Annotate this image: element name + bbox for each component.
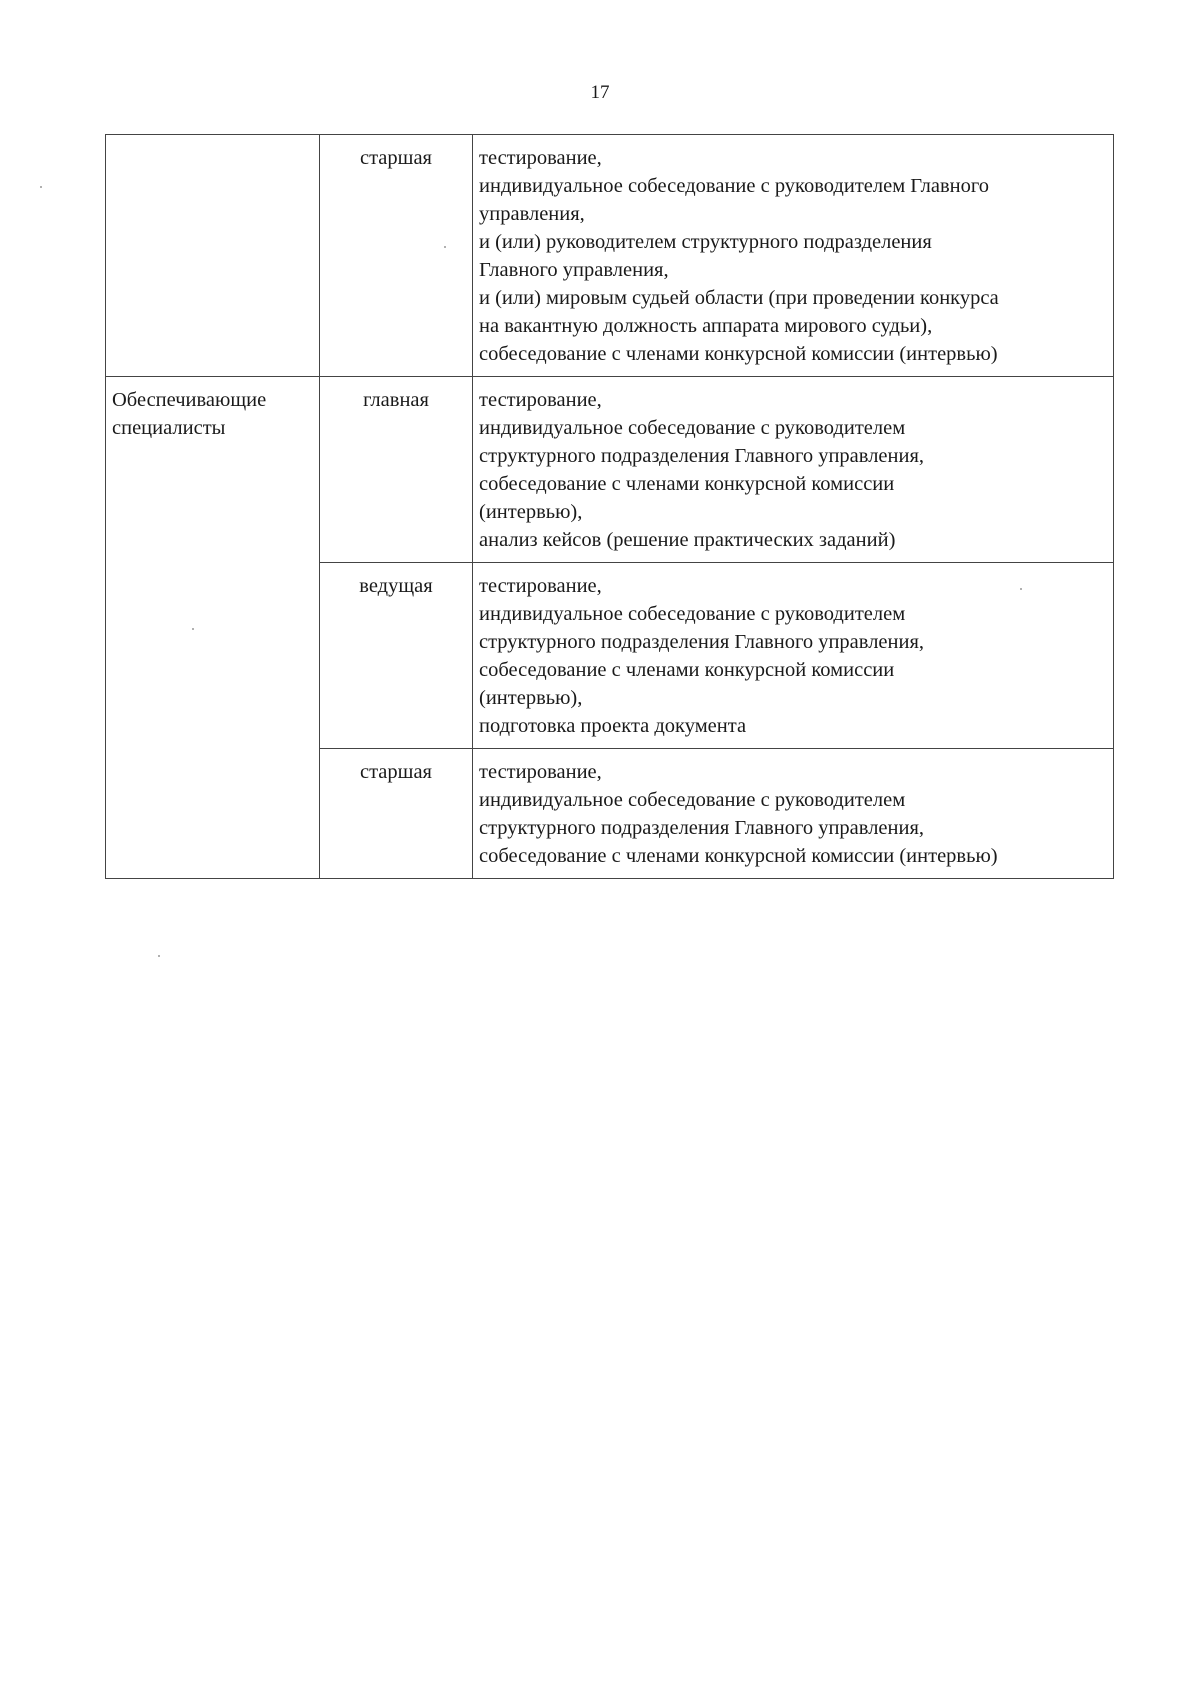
method-line: и (или) руководителем структурного подразделения — [479, 231, 932, 253]
method-line: управления, — [479, 203, 585, 225]
group-level-cell: главная — [320, 377, 473, 563]
method-line: (интервью), — [479, 501, 583, 523]
method-line: (интервью), — [479, 687, 583, 709]
method-line: тестирование, — [479, 761, 602, 783]
table-row — [106, 377, 1114, 563]
group-level-cell: ведущая — [320, 563, 473, 749]
method-line: индивидуальное собеседование с руководителем — [479, 789, 906, 811]
method-line: индивидуальное собеседование с руководителем — [479, 603, 906, 625]
method-line: индивидуальное собеседование с руководителем Главного — [479, 175, 989, 197]
method-line: структурного подразделения Главного управления, — [479, 631, 925, 653]
method-line: структурного подразделения Главного управления, — [479, 445, 925, 467]
method-line: тестирование, — [479, 147, 602, 169]
method-line: тестирование, — [479, 575, 602, 597]
method-line: собеседование с членами конкурсной комиссии (интервью) — [479, 343, 998, 365]
category-cell — [106, 135, 320, 377]
methods-cell — [473, 377, 1114, 563]
method-line: на вакантную должность аппарата мирового судьи), — [479, 315, 933, 337]
methods-cell — [473, 563, 1114, 749]
methods-cell — [473, 749, 1114, 879]
method-line: подготовка проекта документа — [479, 715, 747, 737]
method-line: собеседование с членами конкурсной комиссии (интервью) — [479, 845, 998, 867]
method-line: анализ кейсов (решение практических заданий) — [479, 529, 896, 551]
method-line: собеседование с членами конкурсной комиссии — [479, 473, 895, 495]
table-row — [106, 135, 1114, 377]
category-cell: Обеспечивающие специалисты — [106, 377, 320, 879]
group-level-cell: старшая — [320, 749, 473, 879]
scan-speck — [1020, 588, 1022, 590]
scan-speck — [40, 186, 42, 188]
method-line: тестирование, — [479, 389, 602, 411]
methods-cell — [473, 135, 1114, 377]
scan-speck — [444, 246, 446, 248]
competition-methods-table — [105, 134, 1114, 879]
method-line: Главного управления, — [479, 259, 669, 281]
method-line: структурного подразделения Главного управления, — [479, 817, 925, 839]
scan-speck — [158, 955, 160, 957]
method-line: собеседование с членами конкурсной комиссии — [479, 659, 895, 681]
method-line: индивидуальное собеседование с руководителем — [479, 417, 906, 439]
page-number: 17 — [590, 82, 610, 103]
method-line: и (или) мировым судьей области (при проведении конкурса — [479, 287, 999, 309]
scan-speck — [192, 628, 194, 630]
group-level-cell: старшая — [320, 135, 473, 377]
